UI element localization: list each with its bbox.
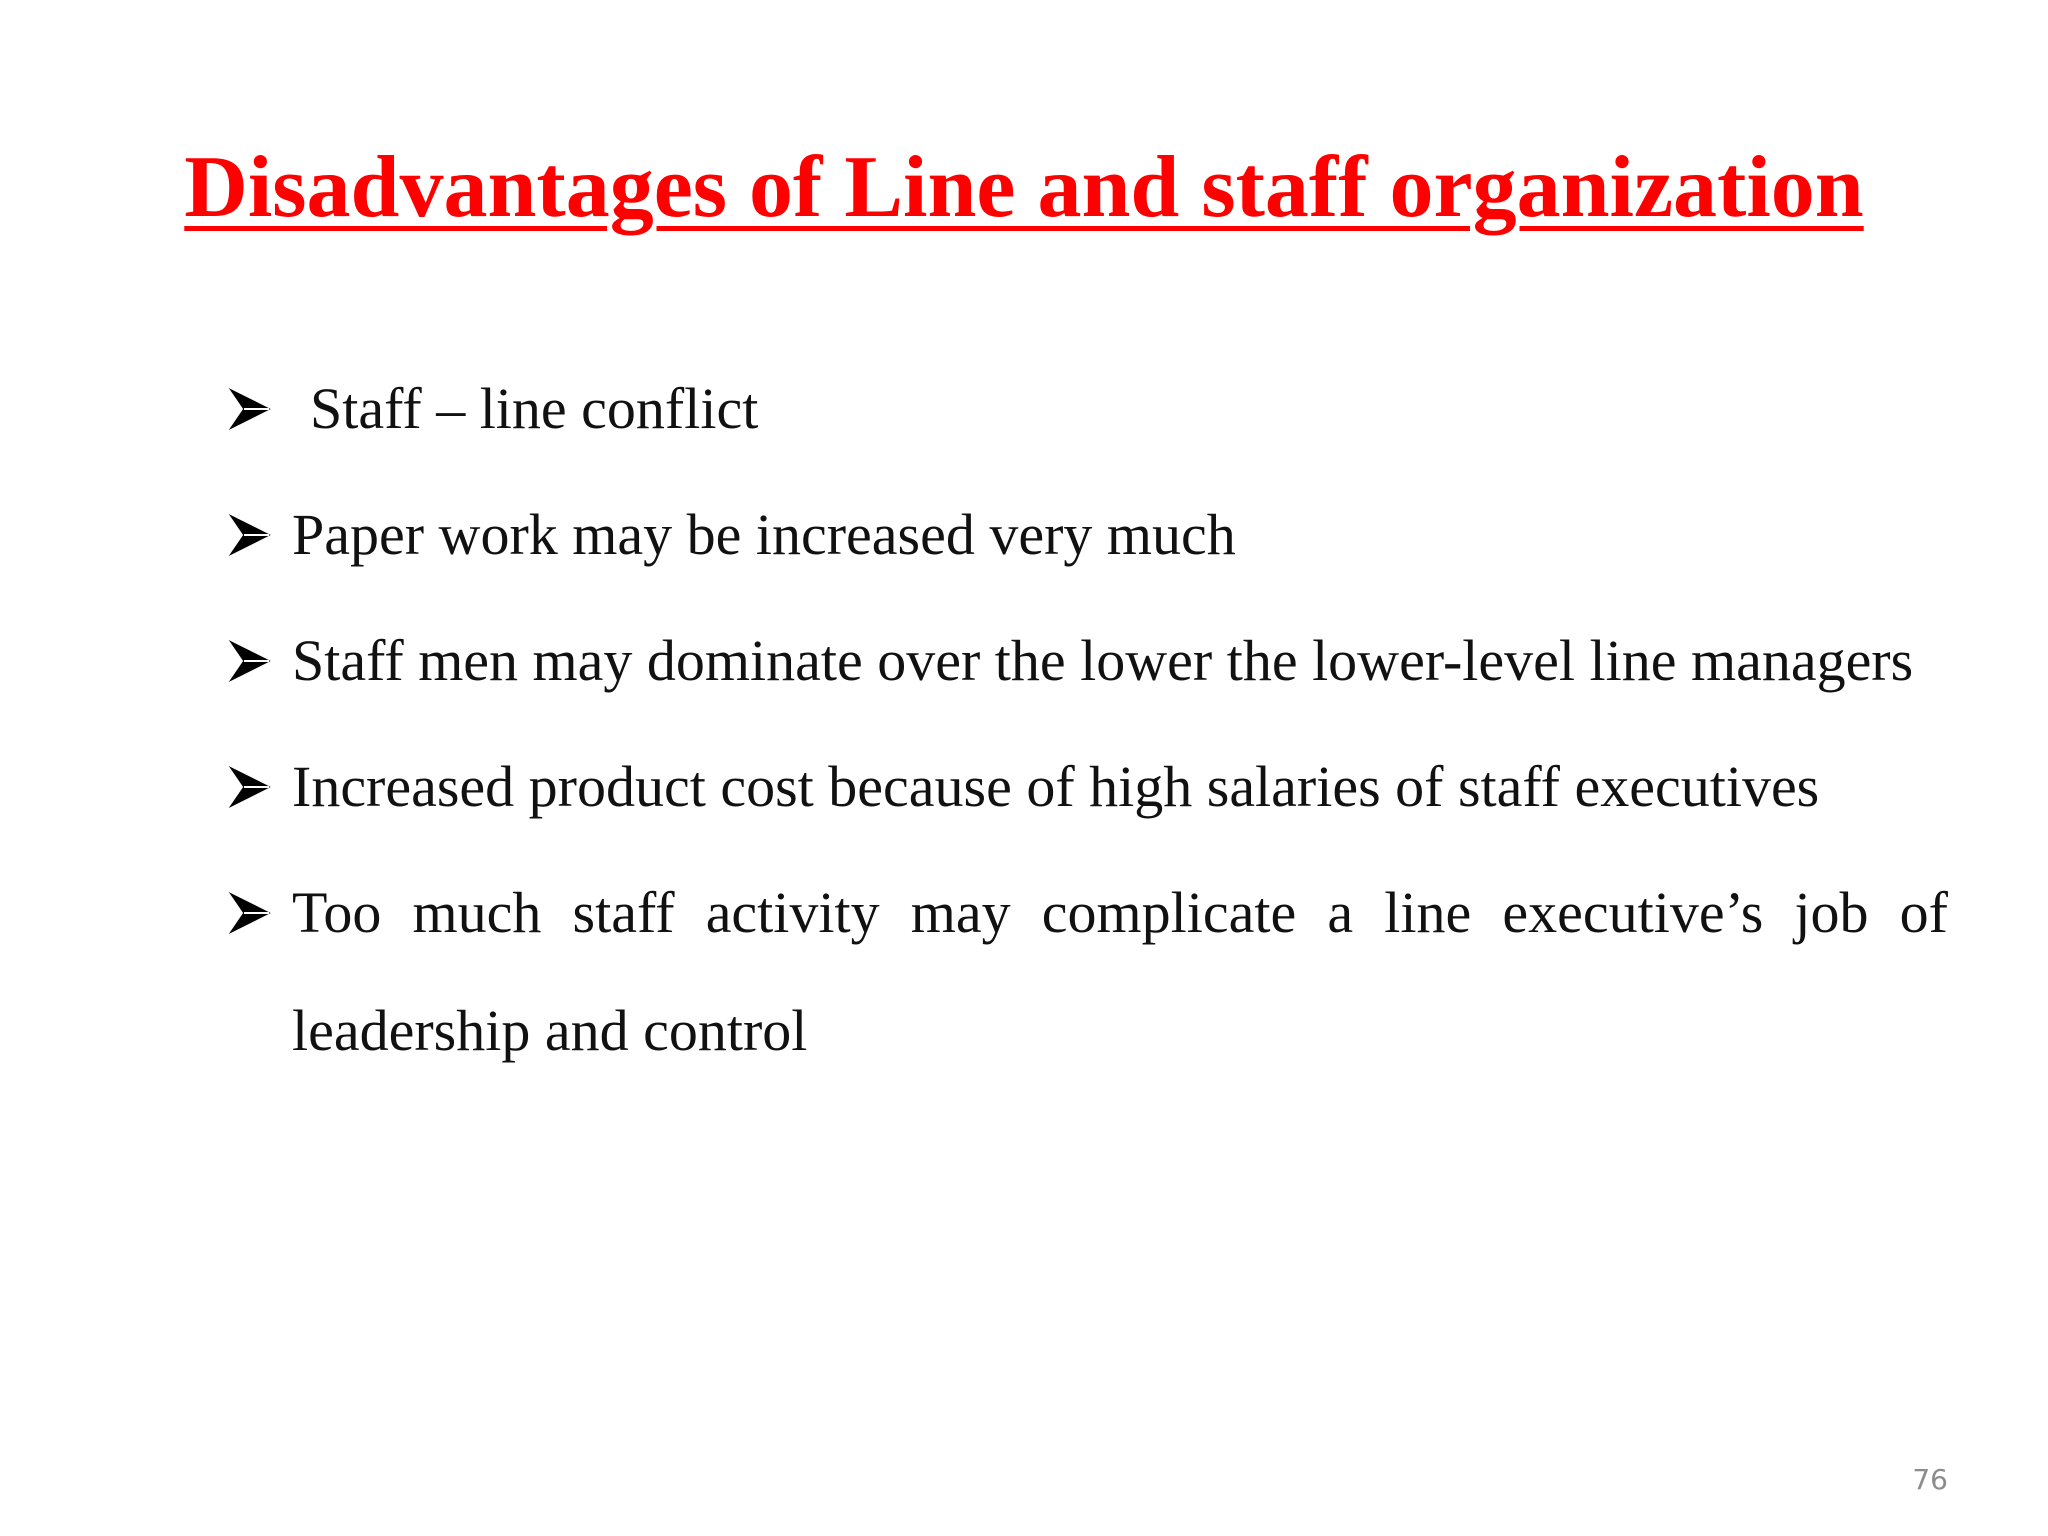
bullet-text: Increased product cost because of high salaries of staff executives (292, 754, 1820, 819)
bullet-item (228, 350, 1948, 468)
bullet-item (228, 476, 1948, 594)
bullet-item (228, 854, 1948, 1090)
bullet-item (228, 728, 1948, 846)
slide-title: Disadvantages of Line and staff organization (184, 139, 1864, 236)
bullet-text: Staff men may dominate over the lower the lower-level line managers (292, 628, 1914, 693)
page-number: 76 (1912, 1463, 1948, 1496)
bullet-text: Paper work may be increased very much (292, 502, 1236, 567)
bullet-text: Too much staff activity may complicate a line executive’s job of leadership and control (292, 880, 1948, 1063)
arrowhead-bullet-icon (228, 639, 272, 683)
arrowhead-bullet-icon (228, 387, 272, 431)
arrowhead-bullet-icon (228, 891, 272, 935)
arrowhead-bullet-icon (228, 513, 272, 557)
bullet-list (228, 350, 1948, 1098)
arrowhead-bullet-icon (228, 765, 272, 809)
bullet-item (228, 602, 1948, 720)
bullet-text: Staff – line conflict (310, 376, 759, 441)
